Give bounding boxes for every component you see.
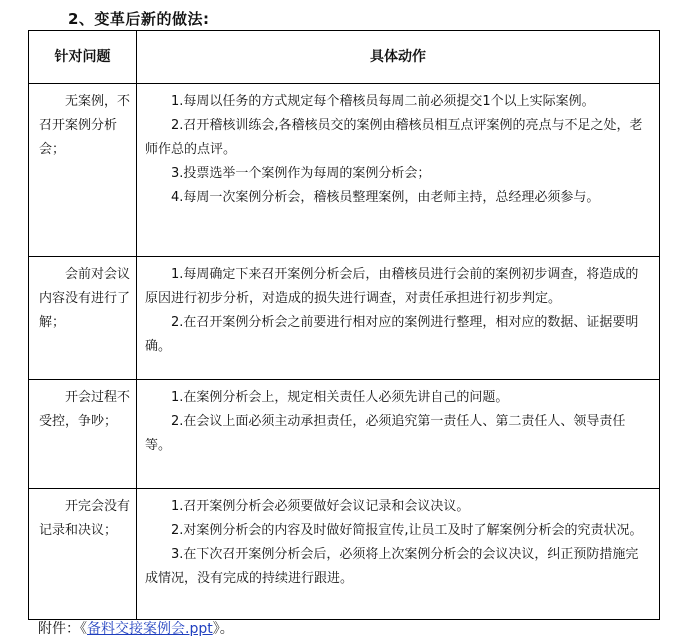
action-item: 1.召开案例分析会必须要做好会议记录和会议决议。 — [171, 499, 470, 514]
action-item: 2.在召开案例分析会之前要进行相对应的案例进行整理，相对应的数据、证据要明确。 — [145, 315, 639, 354]
table-row — [29, 380, 660, 489]
action-item: 1.每周以任务的方式规定每个稽核员每周二前必须提交1个以上实际案例。 — [171, 94, 595, 109]
action-item: 2.召开稽核训练会,各稽核员交的案例由稽核员相互点评案例的亮点与不足之处，老师作总的点评。 — [145, 118, 643, 157]
header-issue: 针对问题 — [29, 31, 137, 84]
action-item: 2.对案例分析会的内容及时做好简报宣传,让员工及时了解案例分析会的究责状况。 — [171, 523, 643, 538]
table-header-row — [29, 31, 660, 84]
table-row — [29, 257, 660, 380]
attachment-line — [38, 618, 234, 638]
actions-cell — [137, 257, 660, 380]
action-item: 3.投票选举一个案例作为每周的案例分析会； — [171, 166, 431, 181]
section-heading: 2、变革后新的做法: — [68, 10, 210, 28]
issue-cell: 会前对会议内容没有进行了解； — [29, 257, 137, 380]
issue-cell: 开完会没有记录和决议； — [29, 489, 137, 620]
issue-cell: 无案例，不召开案例分析会； — [29, 84, 137, 257]
attachment-link[interactable]: 备料交接案例会.ppt — [87, 621, 213, 637]
actions-cell — [137, 380, 660, 489]
actions-cell — [137, 489, 660, 620]
action-item: 1.每周确定下来召开案例分析会后，由稽核员进行会前的案例初步调查，将造成的原因进行初步分析，对造成的损失进行调查，对责任承担进行初步判定。 — [145, 267, 639, 306]
action-item: 4.每周一次案例分析会，稽核员整理案例，由老师主持，总经理必须参与。 — [171, 190, 600, 205]
action-item: 1.在案例分析会上，规定相关责任人必须先讲自己的问题。 — [171, 390, 509, 405]
header-actions: 具体动作 — [137, 31, 660, 84]
action-item: 2.在会议上面必须主动承担责任，必须追究第一责任人、第二责任人、领导责任等。 — [145, 414, 626, 453]
attachment-prefix: 附件：《 — [38, 621, 87, 637]
attachment-suffix: 》。 — [212, 621, 234, 637]
table-row — [29, 489, 660, 620]
action-item: 3.在下次召开案例分析会后，必须将上次案例分析会的会议决议，纠正预防措施完成情况，没有完成的持续进行跟进。 — [145, 547, 639, 586]
actions-cell — [137, 84, 660, 257]
issue-cell: 开会过程不受控，争吵； — [29, 380, 137, 489]
table-row — [29, 84, 660, 257]
measures-table — [28, 30, 660, 620]
